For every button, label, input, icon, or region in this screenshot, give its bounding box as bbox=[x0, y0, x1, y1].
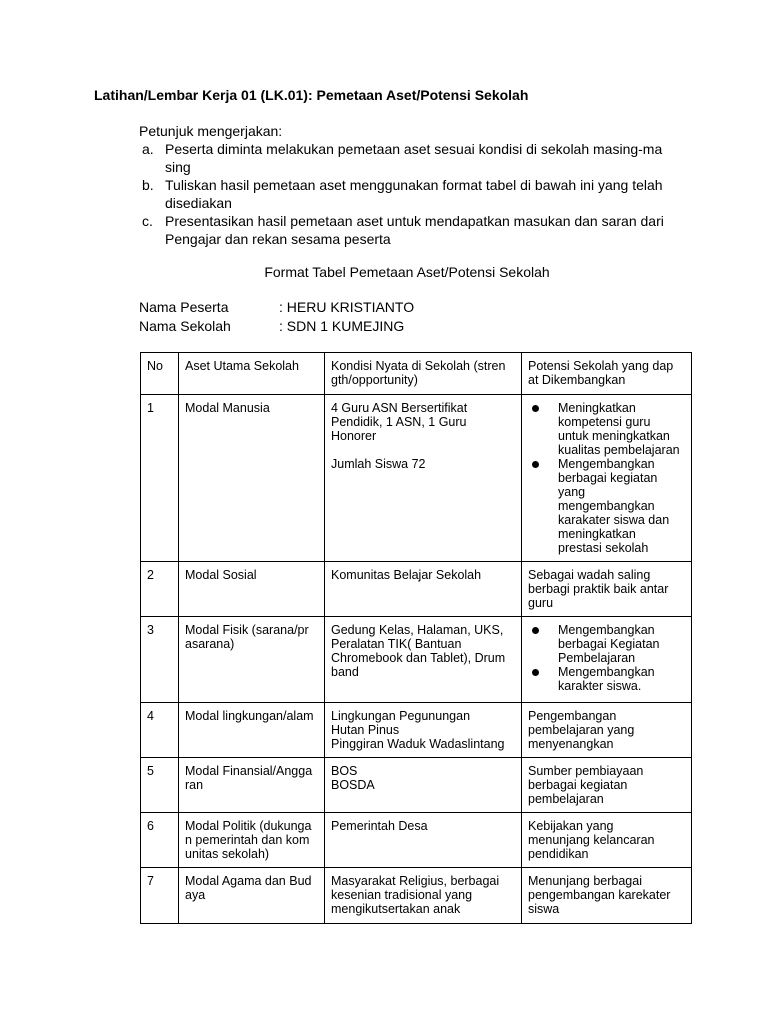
cell-asset-text: Modal Agama dan Bud bbox=[185, 874, 312, 888]
cell-asset-text: Modal Politik (dukunga bbox=[185, 819, 312, 833]
cell-asset bbox=[179, 813, 325, 868]
instruction-marker: b. bbox=[142, 177, 154, 193]
potential-text: pendidikan bbox=[528, 847, 589, 861]
cell-condition-text: Honorer bbox=[331, 429, 377, 443]
instructions-heading: Petunjuk mengerjakan: bbox=[139, 123, 283, 139]
potential-text: pengembangan karekater bbox=[528, 888, 671, 902]
cell-condition bbox=[325, 868, 522, 924]
cell-condition-text: BOSDA bbox=[331, 778, 375, 792]
table-row bbox=[141, 562, 692, 617]
cell-potential bbox=[522, 617, 692, 703]
header-potential bbox=[522, 353, 692, 395]
table-row bbox=[141, 758, 692, 813]
potential-bullet-list bbox=[528, 401, 685, 555]
potential-text: untuk meningkatkan bbox=[558, 429, 670, 443]
table-row bbox=[141, 703, 692, 758]
cell-no bbox=[141, 562, 179, 617]
instructions-list bbox=[139, 140, 684, 248]
bullet-icon bbox=[532, 461, 539, 468]
potential-text: Meningkatkan bbox=[558, 401, 636, 415]
header-potential-text: Potensi Sekolah yang dap bbox=[528, 359, 674, 373]
cell-no-text: 1 bbox=[147, 401, 154, 415]
cell-no-text: 7 bbox=[147, 874, 154, 888]
potential-bullet-item bbox=[528, 665, 685, 693]
cell-asset-text: Modal Sosial bbox=[185, 568, 257, 582]
potential-text: pembelajaran bbox=[528, 792, 604, 806]
cell-condition-text: Hutan Pinus bbox=[331, 723, 400, 737]
header-no-text: No bbox=[147, 359, 163, 373]
cell-asset-text: Modal Manusia bbox=[185, 401, 270, 415]
cell-condition-text: Gedung Kelas, Halaman, UKS, bbox=[331, 623, 504, 637]
cell-condition bbox=[325, 617, 522, 703]
cell-no-text: 6 bbox=[147, 819, 154, 833]
potential-text: yang bbox=[558, 485, 586, 499]
cell-condition-text: band bbox=[331, 665, 359, 679]
potential-text: berbagai Kegiatan bbox=[558, 637, 660, 651]
cell-potential bbox=[522, 395, 692, 562]
instruction-item-c bbox=[139, 212, 684, 248]
potential-text: berbagai kegiatan bbox=[528, 778, 628, 792]
potential-text: Pengembangan bbox=[528, 709, 617, 723]
potential-text: Mengembangkan bbox=[558, 623, 655, 637]
potential-text: prestasi sekolah bbox=[558, 541, 649, 555]
potential-text: berbagai kegiatan bbox=[558, 471, 658, 485]
cell-no-text: 3 bbox=[147, 623, 154, 637]
potential-text: Sebagai wadah saling bbox=[528, 568, 651, 582]
cell-asset bbox=[179, 617, 325, 703]
potential-text: menyenangkan bbox=[528, 737, 614, 751]
school-name-label: Nama Sekolah bbox=[139, 318, 231, 334]
school-name-value: : SDN 1 KUMEJING bbox=[279, 318, 405, 334]
header-condition-text: gth/opportunity) bbox=[331, 373, 418, 387]
header-no bbox=[141, 353, 179, 395]
table-row bbox=[141, 617, 692, 703]
table-caption: Format Tabel Pemetaan Aset/Potensi Sekolah bbox=[264, 264, 550, 280]
cell-asset bbox=[179, 395, 325, 562]
cell-condition-text: BOS bbox=[331, 764, 358, 778]
potential-bullet-item bbox=[528, 623, 685, 665]
cell-no bbox=[141, 813, 179, 868]
bullet-icon bbox=[532, 405, 539, 412]
cell-condition bbox=[325, 562, 522, 617]
cell-asset-text: ran bbox=[185, 778, 204, 792]
cell-no bbox=[141, 395, 179, 562]
potential-text: karakter siswa. bbox=[558, 679, 642, 693]
cell-condition bbox=[325, 703, 522, 758]
header-asset bbox=[179, 353, 325, 395]
potential-text: pembelajaran yang bbox=[528, 723, 635, 737]
cell-condition bbox=[325, 395, 522, 562]
potential-text: Kebijakan yang bbox=[528, 819, 614, 833]
cell-asset-text: Modal Finansial/Angga bbox=[185, 764, 313, 778]
potential-bullet-item bbox=[528, 401, 685, 457]
table-row bbox=[141, 868, 692, 924]
instruction-line: disediakan bbox=[165, 195, 232, 211]
participant-name-value: : HERU KRISTIANTO bbox=[279, 299, 415, 315]
cell-condition-text: Chromebook dan Tablet), Drum bbox=[331, 651, 506, 665]
potential-text: siswa bbox=[528, 902, 560, 916]
cell-asset-text: unitas sekolah) bbox=[185, 847, 270, 861]
school-name-row bbox=[139, 317, 405, 335]
cell-condition-text: Pendidik, 1 ASN, 1 Guru bbox=[331, 415, 467, 429]
table-row bbox=[141, 395, 692, 562]
cell-potential bbox=[522, 868, 692, 924]
cell-no-text: 5 bbox=[147, 764, 154, 778]
cell-condition-text: mengikutsertakan anak bbox=[331, 902, 461, 916]
cell-potential bbox=[522, 758, 692, 813]
instruction-line: Presentasikan hasil pemetaan aset untuk mendapatkan masukan dan saran dari bbox=[165, 213, 664, 229]
cell-no bbox=[141, 703, 179, 758]
cell-asset-text: Modal lingkungan/alam bbox=[185, 709, 314, 723]
cell-condition-text bbox=[331, 443, 515, 457]
participant-name-row bbox=[139, 298, 415, 316]
table-row bbox=[141, 813, 692, 868]
potential-bullet-item bbox=[528, 457, 685, 555]
potential-text: Pembelajaran bbox=[558, 651, 636, 665]
cell-no-text: 4 bbox=[147, 709, 154, 723]
bullet-icon bbox=[532, 669, 539, 676]
cell-no bbox=[141, 868, 179, 924]
potential-text: Mengembangkan bbox=[558, 457, 655, 471]
potential-text: karakater siswa dan bbox=[558, 513, 670, 527]
cell-potential bbox=[522, 562, 692, 617]
potential-text: meningkatkan bbox=[558, 527, 636, 541]
cell-condition-text: Pemerintah Desa bbox=[331, 819, 428, 833]
instruction-line: Pengajar dan rekan sesama peserta bbox=[165, 231, 391, 247]
cell-no bbox=[141, 758, 179, 813]
cell-asset-text: n pemerintah dan kom bbox=[185, 833, 310, 847]
cell-condition bbox=[325, 813, 522, 868]
instruction-marker: c. bbox=[142, 213, 153, 229]
cell-asset-text: asarana) bbox=[185, 637, 235, 651]
potential-text: Mengembangkan bbox=[558, 665, 655, 679]
cell-no bbox=[141, 617, 179, 703]
cell-asset bbox=[179, 758, 325, 813]
instruction-item-b bbox=[139, 176, 684, 212]
asset-mapping-table bbox=[140, 352, 692, 924]
cell-condition-text: Masyarakat Religius, berbagai bbox=[331, 874, 500, 888]
instruction-line: sing bbox=[165, 159, 191, 175]
cell-condition-text: kesenian tradisional yang bbox=[331, 888, 473, 902]
cell-condition-text: Komunitas Belajar Sekolah bbox=[331, 568, 482, 582]
potential-text: kompetensi guru bbox=[558, 415, 651, 429]
cell-condition-text: 4 Guru ASN Bersertifikat bbox=[331, 401, 468, 415]
cell-asset bbox=[179, 562, 325, 617]
potential-bullet-list bbox=[528, 623, 685, 693]
participant-name-label: Nama Peserta bbox=[139, 299, 229, 315]
potential-text: Sumber pembiayaan bbox=[528, 764, 644, 778]
cell-asset bbox=[179, 703, 325, 758]
header-potential-text: at Dikembangkan bbox=[528, 373, 626, 387]
cell-potential bbox=[522, 703, 692, 758]
instruction-line: Tuliskan hasil pemetaan aset menggunakan format tabel di bawah ini yang telah bbox=[165, 177, 663, 193]
instruction-item-a bbox=[139, 140, 684, 176]
cell-asset-text: Modal Fisik (sarana/pr bbox=[185, 623, 309, 637]
cell-asset bbox=[179, 868, 325, 924]
header-condition bbox=[325, 353, 522, 395]
potential-text: menunjang kelancaran bbox=[528, 833, 655, 847]
potential-text: guru bbox=[528, 596, 554, 610]
cell-condition-text: Peralatan TIK( Bantuan bbox=[331, 637, 462, 651]
header-condition-text: Kondisi Nyata di Sekolah (stren bbox=[331, 359, 506, 373]
instruction-marker: a. bbox=[142, 141, 154, 157]
document-title: Latihan/Lembar Kerja 01 (LK.01): Pemetaan Aset/Potensi Sekolah bbox=[94, 87, 529, 103]
bullet-icon bbox=[532, 627, 539, 634]
cell-condition-text: Pinggiran Waduk Wadaslintang bbox=[331, 737, 505, 751]
potential-text: Menunjang berbagai bbox=[528, 874, 642, 888]
cell-condition-text: Lingkungan Pegunungan bbox=[331, 709, 471, 723]
instruction-line: Peserta diminta melakukan pemetaan aset sesuai kondisi di sekolah masing-ma bbox=[165, 141, 663, 157]
potential-text: berbagi praktik baik antar bbox=[528, 582, 669, 596]
cell-condition bbox=[325, 758, 522, 813]
cell-no-text: 2 bbox=[147, 568, 154, 582]
header-asset-text: Aset Utama Sekolah bbox=[185, 359, 299, 373]
cell-condition-text: Jumlah Siswa 72 bbox=[331, 457, 426, 471]
cell-asset-text: aya bbox=[185, 888, 206, 902]
table-header-row bbox=[141, 353, 692, 395]
potential-text: mengembangkan bbox=[558, 499, 655, 513]
potential-text: kualitas pembelajaran bbox=[558, 443, 680, 457]
cell-potential bbox=[522, 813, 692, 868]
